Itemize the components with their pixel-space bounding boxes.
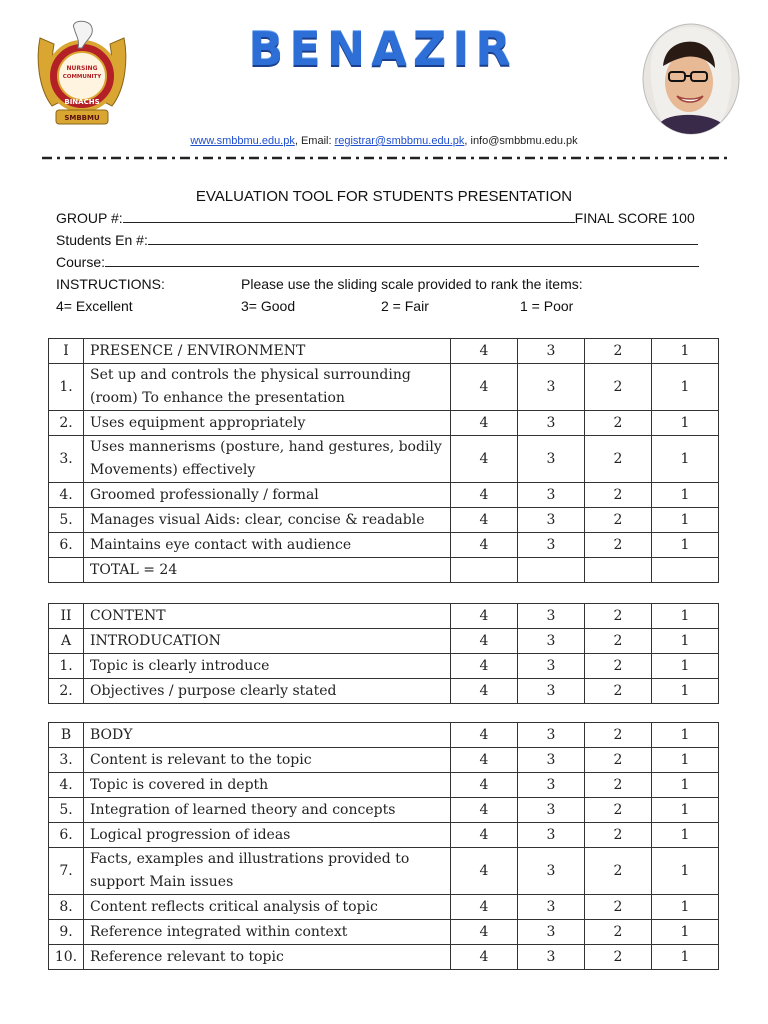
score-cell[interactable]: 2 xyxy=(585,629,652,654)
table-row xyxy=(49,604,719,629)
score-cell[interactable] xyxy=(451,558,518,583)
registrar-email-link[interactable]: registrar@smbbmu.edu.pk xyxy=(334,135,465,147)
item-criterion: INTRODUCATION xyxy=(84,629,451,654)
item-criterion: Uses mannerisms (posture, hand gestures, bodily Movements) effectively xyxy=(84,436,451,483)
item-number: 3. xyxy=(49,748,84,773)
score-cell[interactable]: 4 xyxy=(451,364,518,411)
scale-fair: 2 = Fair xyxy=(381,298,429,314)
score-cell[interactable]: 3 xyxy=(518,945,585,970)
score-cell[interactable]: 2 xyxy=(585,411,652,436)
scale-excellent: 4= Excellent xyxy=(56,298,133,314)
score-cell[interactable]: 3 xyxy=(518,411,585,436)
table-row xyxy=(49,773,719,798)
item-number: 1. xyxy=(49,654,84,679)
item-number: I xyxy=(49,339,84,364)
document-title: EVALUATION TOOL FOR STUDENTS PRESENTATION xyxy=(195,188,573,205)
table-row xyxy=(49,945,719,970)
score-cell[interactable]: 2 xyxy=(585,748,652,773)
score-cell[interactable]: 4 xyxy=(451,798,518,823)
item-number: 1. xyxy=(49,364,84,411)
score-cell[interactable]: 4 xyxy=(451,604,518,629)
item-number xyxy=(49,558,84,583)
item-criterion: Objectives / purpose clearly stated xyxy=(84,679,451,704)
item-criterion: Maintains eye contact with audience xyxy=(84,533,451,558)
score-cell[interactable]: 3 xyxy=(518,436,585,483)
score-cell[interactable]: 3 xyxy=(518,823,585,848)
score-cell[interactable]: 4 xyxy=(451,823,518,848)
table-row xyxy=(49,629,719,654)
score-cell[interactable]: 4 xyxy=(451,339,518,364)
score-cell[interactable]: 2 xyxy=(585,823,652,848)
score-cell[interactable]: 2 xyxy=(585,339,652,364)
table-row xyxy=(49,508,719,533)
score-cell[interactable]: 3 xyxy=(518,533,585,558)
score-cell[interactable]: 1 xyxy=(652,533,719,558)
table-row xyxy=(49,920,719,945)
brand-title: BENAZIR xyxy=(248,22,517,76)
item-number: 3. xyxy=(49,436,84,483)
table-row xyxy=(49,483,719,508)
score-cell[interactable]: 3 xyxy=(518,773,585,798)
header-divider xyxy=(42,152,732,160)
score-cell[interactable]: 1 xyxy=(652,920,719,945)
contact-separator-2: , xyxy=(464,135,471,147)
item-number: 2. xyxy=(49,411,84,436)
logo-text-binachs: BINACHS xyxy=(64,98,100,106)
item-criterion: Content is relevant to the topic xyxy=(84,748,451,773)
score-cell[interactable]: 2 xyxy=(585,773,652,798)
score-cell[interactable]: 2 xyxy=(585,533,652,558)
item-criterion: Topic is covered in depth xyxy=(84,773,451,798)
score-cell[interactable]: 1 xyxy=(652,411,719,436)
university-logo xyxy=(34,18,130,130)
score-cell[interactable]: 3 xyxy=(518,723,585,748)
score-cell[interactable]: 1 xyxy=(652,848,719,895)
item-criterion: Set up and controls the physical surrounding (room) To enhance the presentation xyxy=(84,364,451,411)
website-link[interactable]: www.smbbmu.edu.pk xyxy=(190,135,295,147)
item-criterion: Groomed professionally / formal xyxy=(84,483,451,508)
score-cell[interactable]: 4 xyxy=(451,436,518,483)
table-row xyxy=(49,411,719,436)
item-number: 7. xyxy=(49,848,84,895)
item-number: 10. xyxy=(49,945,84,970)
table-row xyxy=(49,364,719,411)
logo-text-nursing: NURSING xyxy=(66,65,98,72)
score-cell[interactable]: 2 xyxy=(585,945,652,970)
content-table xyxy=(48,603,719,704)
score-cell[interactable]: 1 xyxy=(652,364,719,411)
score-cell[interactable]: 3 xyxy=(518,629,585,654)
group-label: GROUP #: xyxy=(56,210,123,226)
score-cell[interactable]: 2 xyxy=(585,436,652,483)
score-cell[interactable]: 3 xyxy=(518,920,585,945)
table-row xyxy=(49,679,719,704)
item-number: 2. xyxy=(49,679,84,704)
score-cell[interactable]: 3 xyxy=(518,895,585,920)
score-cell[interactable]: 1 xyxy=(652,339,719,364)
table-row xyxy=(49,654,719,679)
score-cell[interactable]: 1 xyxy=(652,823,719,848)
table-row xyxy=(49,895,719,920)
item-criterion: Topic is clearly introduce xyxy=(84,654,451,679)
scale-good: 3= Good xyxy=(241,298,296,314)
score-cell[interactable]: 4 xyxy=(451,723,518,748)
score-cell[interactable]: 3 xyxy=(518,364,585,411)
portrait-photo xyxy=(641,22,741,136)
item-number: 9. xyxy=(49,920,84,945)
group-blank[interactable] xyxy=(123,210,575,223)
score-cell[interactable]: 1 xyxy=(652,654,719,679)
score-cell[interactable]: 2 xyxy=(585,679,652,704)
score-cell[interactable]: 4 xyxy=(451,654,518,679)
body-table xyxy=(48,722,719,970)
table-row xyxy=(49,748,719,773)
presence-table xyxy=(48,338,719,583)
item-number: A xyxy=(49,629,84,654)
item-criterion: Uses equipment appropriately xyxy=(84,411,451,436)
table-row xyxy=(49,823,719,848)
score-cell[interactable]: 4 xyxy=(451,848,518,895)
table-row xyxy=(49,558,719,583)
score-cell[interactable]: 1 xyxy=(652,895,719,920)
item-number: B xyxy=(49,723,84,748)
score-cell[interactable]: 3 xyxy=(518,654,585,679)
score-cell[interactable]: 4 xyxy=(451,679,518,704)
logo-text-community: COMMUNITY xyxy=(62,74,102,80)
table-row xyxy=(49,723,719,748)
score-cell[interactable]: 3 xyxy=(518,508,585,533)
item-number: 5. xyxy=(49,798,84,823)
info-email: info@smbbmu.edu.pk xyxy=(470,135,578,147)
table-row xyxy=(49,339,719,364)
item-number: 6. xyxy=(49,533,84,558)
score-cell[interactable]: 2 xyxy=(585,920,652,945)
score-cell[interactable]: 1 xyxy=(652,604,719,629)
score-cell[interactable]: 2 xyxy=(585,848,652,895)
score-cell[interactable]: 2 xyxy=(585,508,652,533)
score-cell[interactable]: 2 xyxy=(585,364,652,411)
score-cell[interactable]: 2 xyxy=(585,723,652,748)
course-label: Course: xyxy=(56,254,106,270)
score-cell[interactable]: 3 xyxy=(518,848,585,895)
score-cell[interactable]: 1 xyxy=(652,436,719,483)
group-field xyxy=(56,210,695,226)
score-cell[interactable]: 3 xyxy=(518,339,585,364)
final-score-label: FINAL SCORE 100 xyxy=(574,210,695,226)
score-cell[interactable]: 1 xyxy=(652,748,719,773)
instructions-label: INSTRUCTIONS: xyxy=(56,276,165,292)
score-cell[interactable]: 1 xyxy=(652,798,719,823)
item-criterion: CONTENT xyxy=(84,604,451,629)
item-number: 4. xyxy=(49,773,84,798)
logo-text-smbbmu: SMBBMU xyxy=(64,114,100,122)
table-row xyxy=(49,436,719,483)
score-cell[interactable] xyxy=(585,558,652,583)
score-cell[interactable]: 3 xyxy=(518,604,585,629)
score-cell[interactable]: 1 xyxy=(652,508,719,533)
score-cell[interactable]: 4 xyxy=(451,411,518,436)
students-blank[interactable] xyxy=(148,232,698,245)
course-blank[interactable] xyxy=(105,254,699,267)
score-cell[interactable]: 2 xyxy=(585,798,652,823)
instructions-text: Please use the sliding scale provided to rank the items: xyxy=(241,276,583,292)
contact-line xyxy=(0,135,768,147)
score-cell[interactable]: 4 xyxy=(451,895,518,920)
item-criterion: Manages visual Aids: clear, concise & readable xyxy=(84,508,451,533)
score-cell[interactable]: 4 xyxy=(451,773,518,798)
item-criterion: Reference integrated within context xyxy=(84,920,451,945)
score-cell[interactable]: 1 xyxy=(652,773,719,798)
score-cell[interactable]: 1 xyxy=(652,723,719,748)
scale-poor: 1 = Poor xyxy=(520,298,574,314)
item-number: 8. xyxy=(49,895,84,920)
score-cell[interactable]: 2 xyxy=(585,483,652,508)
item-criterion: TOTAL = 24 xyxy=(84,558,451,583)
score-cell[interactable]: 2 xyxy=(585,654,652,679)
score-cell[interactable]: 4 xyxy=(451,920,518,945)
table-row xyxy=(49,848,719,895)
item-criterion: PRESENCE / ENVIRONMENT xyxy=(84,339,451,364)
item-criterion: Logical progression of ideas xyxy=(84,823,451,848)
score-cell[interactable]: 1 xyxy=(652,945,719,970)
score-cell[interactable]: 3 xyxy=(518,748,585,773)
students-label: Students En #: xyxy=(56,232,148,248)
students-field xyxy=(56,232,698,248)
score-cell[interactable] xyxy=(652,558,719,583)
item-criterion: Integration of learned theory and concepts xyxy=(84,798,451,823)
score-cell[interactable]: 4 xyxy=(451,748,518,773)
score-cell[interactable] xyxy=(518,558,585,583)
item-criterion: BODY xyxy=(84,723,451,748)
item-number: 5. xyxy=(49,508,84,533)
item-criterion: Content reflects critical analysis of topic xyxy=(84,895,451,920)
table-row xyxy=(49,798,719,823)
score-cell[interactable]: 4 xyxy=(451,483,518,508)
item-criterion: Facts, examples and illustrations provided to support Main issues xyxy=(84,848,451,895)
score-cell[interactable]: 4 xyxy=(451,629,518,654)
score-cell[interactable]: 4 xyxy=(451,508,518,533)
score-cell[interactable]: 3 xyxy=(518,798,585,823)
score-cell[interactable]: 2 xyxy=(585,604,652,629)
item-number: 4. xyxy=(49,483,84,508)
course-field xyxy=(56,254,699,270)
item-number: 6. xyxy=(49,823,84,848)
item-criterion: Reference relevant to topic xyxy=(84,945,451,970)
score-cell[interactable]: 3 xyxy=(518,483,585,508)
score-cell[interactable]: 2 xyxy=(585,895,652,920)
item-number: II xyxy=(49,604,84,629)
score-cell[interactable]: 1 xyxy=(652,629,719,654)
contact-separator: , Email: xyxy=(294,135,335,147)
table-row xyxy=(49,533,719,558)
score-cell[interactable]: 4 xyxy=(451,533,518,558)
score-cell[interactable]: 1 xyxy=(652,679,719,704)
score-cell[interactable]: 1 xyxy=(652,483,719,508)
score-cell[interactable]: 4 xyxy=(451,945,518,970)
score-cell[interactable]: 3 xyxy=(518,679,585,704)
